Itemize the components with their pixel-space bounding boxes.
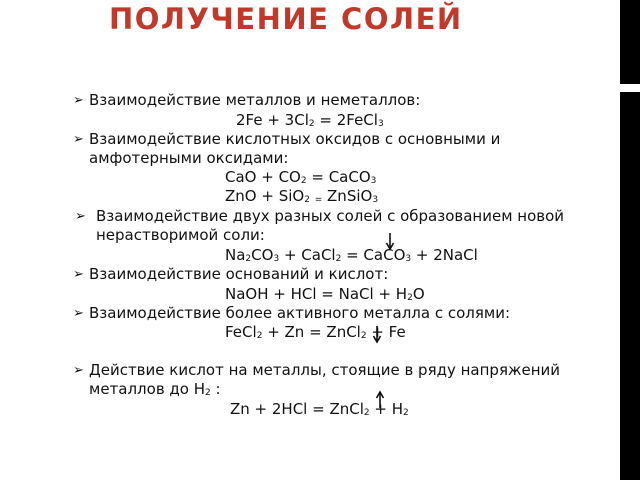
subscript: 2 [360,331,367,341]
subscript: 3 [372,195,379,205]
formula-text: 2Fe + 3Cl [236,111,309,129]
equation-4 [225,246,478,265]
item-5-line-1: Взаимодействие более активного металла с солями: [89,304,511,322]
subscript: 3 [370,176,377,186]
subscript: 3 [377,119,384,129]
subscript: 2 [304,195,310,205]
subscript: 2 [300,176,307,186]
subscript: 2 [256,331,263,341]
bullet-arrow-icon [73,130,87,149]
subscript: 2 [363,408,370,418]
right-edge-bar [620,0,640,480]
formula-text: Na [225,246,246,264]
formula-text: + Zn = ZnCl [262,323,361,341]
bullet-arrow-icon [73,91,87,110]
item-1-line-1: Взаимодействие металлов и неметаллов: [89,91,421,109]
bullet-arrow-icon [73,304,87,323]
subscript: 2 [335,254,342,264]
item-2-line-1: Взаимодействие кислотных оксидов с основными и [89,130,501,148]
bullet-arrow-icon [75,207,89,226]
formula-text: ZnO + SiO [225,187,305,205]
formula-text: + CaCl [279,246,336,264]
subscript: = [314,195,323,205]
subscript: 3 [405,254,412,264]
bullet-arrow-icon [73,361,87,380]
subscript: 3 [273,254,280,264]
formula-text: ZnSiO [322,187,373,205]
item-6-line-1: Действие кислот на металлы, стоящие в ряду напряжений [89,361,561,379]
item-3-line-1: Взаимодействие двух разных солей с образованием новой [96,207,565,225]
subscript: 2 [403,408,409,418]
subscript: 2 [308,119,315,129]
item-6-line-2: металлов до $Н_2$ : [89,380,221,398]
formula-text: FeCl [225,323,257,341]
equation-2 [225,168,376,187]
bullet-arrow-icon [73,265,87,284]
equation-5 [225,285,425,304]
item-4-line-1: Взаимодействие оснований и кислот: [89,265,389,283]
precipitate-down-arrow-icon [385,233,395,251]
equation-1 [236,111,384,130]
formula-text: = CaCO [306,168,371,186]
slide-title: ПОЛУЧЕНИЕ СОЛЕЙ [109,2,463,36]
formula-text: Zn + 2HCl = ZnCl [230,400,364,418]
formula-text: CO [251,246,274,264]
formula-text: + Fe [366,323,406,341]
formula-text: + 2NaCl [411,246,478,264]
gas-up-arrow-icon [375,390,385,408]
formula-text: O [412,285,425,303]
item-3-line-2: нерастворимой соли: [96,226,265,244]
item-2-line-2: амфотерными оксидами: [89,149,289,167]
formula-text: = CaCO [341,246,406,264]
formula-text: NaOH + HCl = NaCl + H [225,285,408,303]
right-edge-bar-gap [620,84,640,92]
formula-text: CaO + CO [225,168,301,186]
subscript: 2 [245,254,252,264]
formula-text: = 2FeCl [314,111,378,129]
precipitate-down-arrow-icon [372,326,382,344]
subscript: 2 [407,293,413,303]
equation-3 [225,187,378,206]
formula-text: + H [369,400,404,418]
